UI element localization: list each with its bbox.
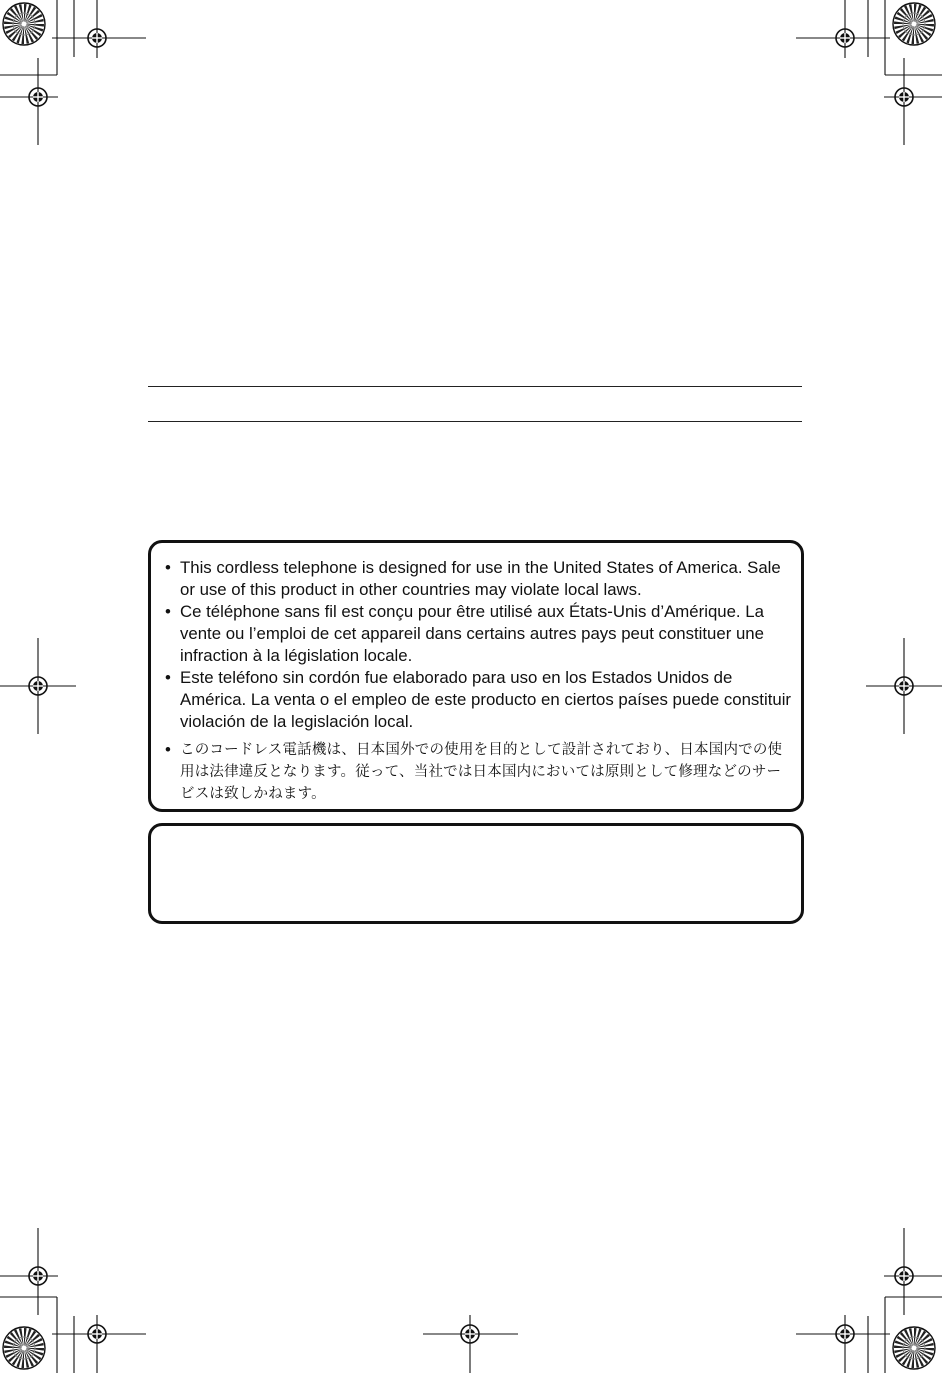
notice-item-fr: • Ce téléphone sans fil est conçu pour être utilisé aux États-Unis d’Amérique. La vente ou l’emploi de cet appareil dans certains autres pays peut constituer une infraction à la législation locale. <box>151 601 791 667</box>
notice-list <box>151 557 791 805</box>
bottom-rule <box>148 421 802 422</box>
empty-box <box>148 823 804 924</box>
top-rule <box>148 386 802 387</box>
notice-item-es: • Este teléfono sin cordón fue elaborado para uso en los Estados Unidos de América. La venta o el empleo de este producto en ciertos países puede constituir violación de la legislación local. <box>151 667 791 733</box>
starburst-color-wheel-icon <box>3 3 45 45</box>
starburst-color-wheel-icon <box>893 1327 935 1369</box>
starburst-color-wheel-icon <box>3 1327 45 1369</box>
starburst-color-wheel-icon <box>893 3 935 45</box>
notice-item-en: • This cordless telephone is designed for use in the United States of America. Sale or use of this product in other countries may violate local laws. <box>151 557 791 601</box>
notice-item-ja: • このコードレス電話機は、日本国外での使用を目的として設計されており、日本国内での使用は法律違反となります。従って、当社では日本国内においては原則として修理などのサービスは致しかねます。 <box>151 739 791 805</box>
notice-box <box>148 540 804 812</box>
